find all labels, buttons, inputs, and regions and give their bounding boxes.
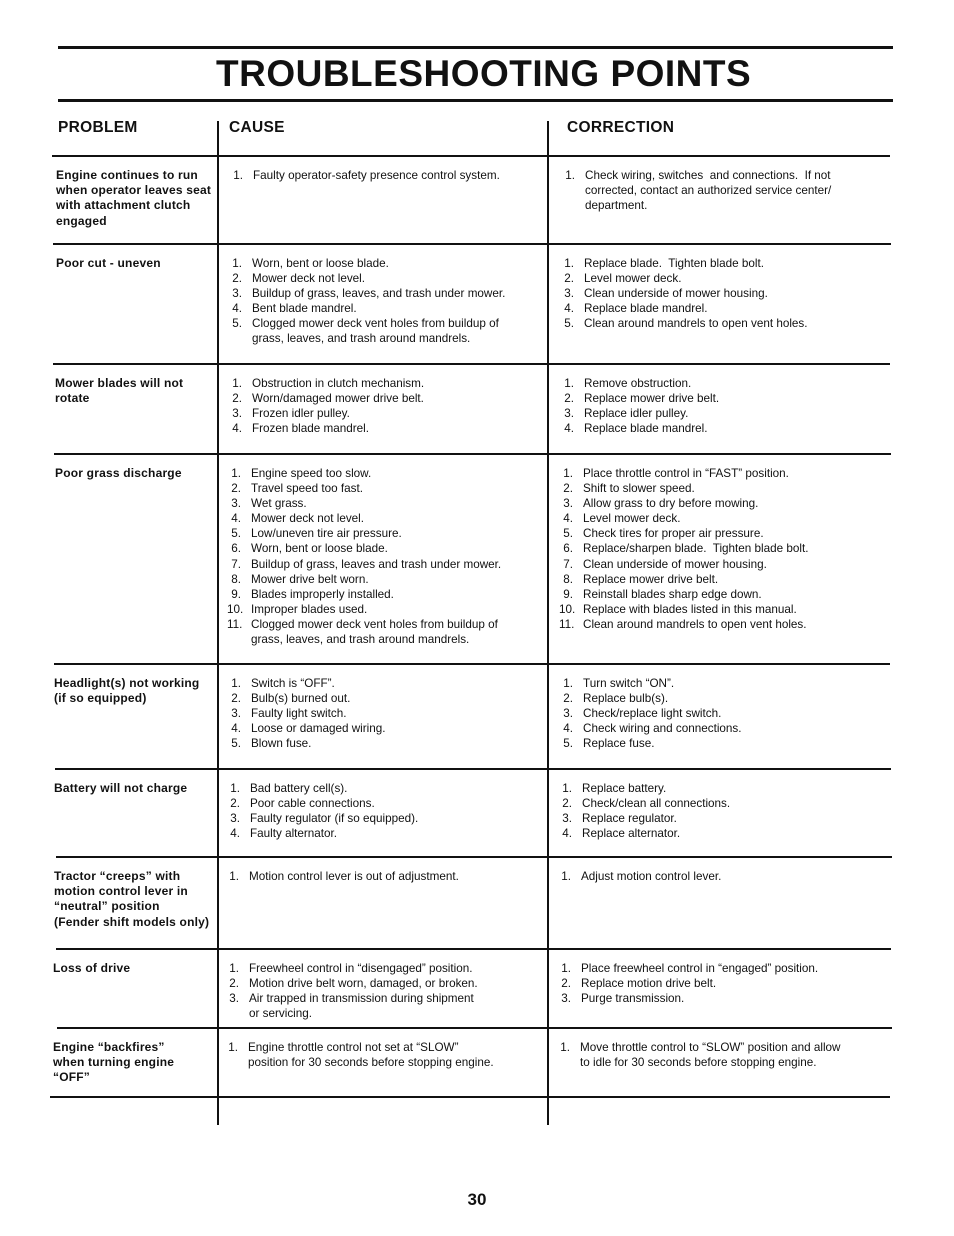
item-text: Replace/sharpen blade. Tighten blade bolt. [583,542,809,556]
item-text: Buildup of grass, leaves and trash under mower. [251,557,502,571]
item-text: Allow grass to dry before mowing. [583,497,759,511]
correction-list [561,168,831,213]
item-text: Purge transmission. [581,992,685,1006]
item-text: Replace blade mandrel. [584,422,708,436]
title-bottom-rule [58,99,893,102]
list-item [227,466,501,481]
problem-text: Tractor “creeps” with motion control lever in “neutral” position (Fender shift models only) [54,869,210,929]
cause-list [226,781,418,841]
list-item [559,676,742,691]
cause-list [228,376,424,436]
item-number: 1 . [560,256,574,271]
item-text: Motion drive belt worn, damaged, or broken. [249,977,478,991]
list-item [224,1040,494,1070]
divider-cause-correction [547,121,549,1125]
list-item [227,572,501,587]
list-item [228,286,505,301]
header-problem: PROBLEM [58,119,138,136]
correction-list [559,466,808,632]
list-item [556,1040,841,1070]
item-text: Place throttle control in “FAST” position. [583,467,789,480]
list-item [560,391,719,406]
list-item [558,781,730,796]
item-number: 2 . [227,481,241,496]
item-text: Worn/damaged mower drive belt. [252,392,424,406]
item-number: 4 . [228,301,242,316]
item-number: 1 . [559,466,573,481]
item-number: 2 . [560,391,574,406]
item-number: 10 . [559,602,573,617]
item-text: Faulty light switch. [251,707,347,721]
item-text: Mower deck not level. [252,272,366,286]
list-item [559,602,808,617]
title-top-rule [58,46,893,49]
list-item [225,991,478,1021]
item-number: 2 . [559,481,573,496]
item-text: Check wiring and connections. [583,722,742,736]
item-text: Bad battery cell(s). [250,782,348,795]
item-number: 4 . [559,511,573,526]
list-item [227,691,386,706]
item-text: Clogged mower deck vent holes from buildup of grass, leaves, and trash around mandrels. [251,617,498,647]
list-item [559,526,808,541]
item-number: 1 . [229,168,243,183]
item-text: Engine speed too slow. [251,467,372,480]
item-number: 9 . [559,587,573,602]
list-item [225,961,478,976]
item-text: Buildup of grass, leaves, and trash under mower. [252,287,506,301]
list-item [228,256,505,271]
item-number: 2 . [228,391,242,406]
list-item [229,168,500,183]
cause-list [229,168,500,183]
item-text: Remove obstruction. [584,377,692,390]
item-number: 1 . [559,676,573,691]
item-number: 2 . [557,976,571,991]
row-separator [52,155,890,157]
row-separator [53,243,891,245]
problem-text: Loss of drive [53,961,131,975]
item-number: 1 . [561,168,575,183]
list-item [227,736,386,751]
problem-text: Headlight(s) not working (if so equipped) [54,676,200,706]
divider-problem-cause [217,121,219,1125]
item-number: 1 . [556,1040,570,1055]
item-text: Check/clean all connections. [582,797,731,811]
list-item [558,796,730,811]
item-text: Improper blades used. [251,602,368,616]
list-item [559,617,808,632]
item-number: 2 . [560,271,574,286]
item-number: 9 . [227,587,241,602]
correction-list [560,376,719,436]
item-number: 3 . [558,811,572,826]
list-item [557,961,818,976]
item-text: Check/replace light switch. [583,707,722,721]
item-number: 2 . [559,691,573,706]
item-text: Faulty alternator. [250,827,338,841]
item-number: 3 . [557,991,571,1006]
item-number: 8 . [559,572,573,587]
list-item [227,676,386,691]
item-number: 10 . [227,602,241,617]
list-item [228,421,424,436]
list-item [227,557,501,572]
item-number: 3 . [227,706,241,721]
item-number: 3 . [559,496,573,511]
item-text: Faulty regulator (if so equipped). [250,812,419,826]
list-item [559,587,808,602]
item-text: Blades improperly installed. [251,587,394,601]
correction-list [556,1040,841,1070]
list-item [228,376,424,391]
item-number: 1 . [228,256,242,271]
item-number: 5 . [227,526,241,541]
item-number: 3 . [225,991,239,1006]
list-item [559,481,808,496]
item-text: Mower deck not level. [251,512,365,526]
item-number: 2 . [226,796,240,811]
item-text: Move throttle control to “SLOW” position and allow to idle for 30 seconds before stopping engine. [580,1041,841,1070]
row-separator [54,453,891,455]
row-separator [53,363,890,365]
cause-list [225,869,459,884]
page-title: TROUBLESHOOTING POINTS [216,53,752,94]
item-text: Poor cable connections. [250,797,375,811]
list-item [557,869,721,884]
item-text: Obstruction in clutch mechanism. [252,377,425,390]
item-text: Bulb(s) burned out. [251,692,351,706]
item-text: Bent blade mandrel. [252,302,357,316]
item-number: 4 . [558,826,572,841]
cause-list [224,1040,494,1070]
item-number: 1 . [225,961,239,976]
item-text: Adjust motion control lever. [581,870,722,883]
item-text: Clogged mower deck vent holes from buildup of grass, leaves, and trash around mandrels. [252,317,499,346]
cause-list [227,676,386,751]
item-number: 3 . [226,811,240,826]
row-separator [57,1027,892,1029]
item-number: 3 . [560,286,574,301]
correction-list [558,781,730,841]
item-text: Replace regulator. [582,812,677,826]
item-text: Motion control lever is out of adjustment. [249,870,459,883]
item-number: 5 . [560,316,574,331]
item-text: Level mower deck. [584,272,682,286]
list-item [228,406,424,421]
item-number: 1 . [557,869,571,884]
item-text: Replace blade. Tighten blade bolt. [584,257,764,270]
item-number: 7 . [559,557,573,572]
item-number: 2 . [227,691,241,706]
cause-list [227,466,501,647]
item-text: Loose or damaged wiring. [251,722,386,736]
problem-text: Battery will not charge [54,781,188,795]
item-number: 5 . [228,316,242,331]
item-text: Blown fuse. [251,737,312,751]
item-number: 1 . [227,676,241,691]
list-item [227,526,501,541]
item-text: Travel speed too fast. [251,482,363,496]
item-number: 1 . [226,781,240,796]
item-text: Clean underside of mower housing. [583,557,767,571]
item-number: 3 . [560,406,574,421]
item-text: Replace bulb(s). [583,692,669,706]
list-item [559,511,808,526]
item-text: Replace motion drive belt. [581,977,717,991]
item-text: Replace blade mandrel. [584,302,708,316]
correction-list [557,961,818,1006]
list-item [227,721,386,736]
problem-text: Engine “backfires” when turning engine “OFF” [53,1040,175,1085]
item-text: Check tires for proper air pressure. [583,527,764,541]
item-number: 7 . [227,557,241,572]
item-number: 11 . [227,617,241,632]
item-text: Replace fuse. [583,737,655,751]
list-item [227,541,501,556]
list-item [559,466,808,481]
item-number: 1 . [228,376,242,391]
item-text: Clean underside of mower housing. [584,287,768,301]
list-item [226,811,418,826]
item-text: Low/uneven tire air pressure. [251,527,402,541]
list-item [558,811,730,826]
item-text: Worn, bent or loose blade. [251,542,388,556]
list-item [226,826,418,841]
item-number: 4 . [559,721,573,736]
item-text: Level mower deck. [583,512,681,526]
item-text: Mower drive belt worn. [251,572,369,586]
list-item [228,271,505,286]
list-item [227,587,501,602]
item-number: 1 . [224,1040,238,1055]
correction-list [560,256,808,331]
item-text: Check wiring, switches and connections. If not corrected, contact an authorized service center/ department. [585,169,832,213]
list-item [227,511,501,526]
item-text: Wet grass. [251,497,307,511]
list-item [557,976,818,991]
list-item [561,168,831,213]
item-number: 3 . [559,706,573,721]
cause-list [225,961,478,1021]
item-number: 4 . [560,421,574,436]
list-item [560,301,808,316]
item-number: 3 . [228,406,242,421]
correction-list [557,869,721,884]
page-number: 30 [467,1190,487,1209]
item-number: 11 . [559,617,573,632]
item-number: 6 . [227,541,241,556]
item-number: 1 . [558,781,572,796]
list-item [228,316,505,346]
list-item [560,256,808,271]
list-item [559,557,808,572]
list-item [560,316,808,331]
item-text: Freewheel control in “disengaged” position. [249,962,473,975]
list-item [559,721,742,736]
list-item [560,376,719,391]
row-separator [54,663,890,665]
list-item [560,421,719,436]
list-item [227,617,501,647]
list-item [559,691,742,706]
list-item [558,826,730,841]
item-number: 1 . [557,961,571,976]
item-number: 4 . [560,301,574,316]
item-text: Replace alternator. [582,827,681,841]
item-text: Air trapped in transmission during shipment or servicing. [249,992,474,1021]
item-text: Shift to slower speed. [583,482,695,496]
list-item [227,602,501,617]
item-text: Replace with blades listed in this manual. [583,602,797,616]
row-separator [55,768,891,770]
problem-text: Mower blades will not rotate [55,376,184,406]
list-item [560,406,719,421]
item-number: 2 . [558,796,572,811]
item-number: 5 . [559,526,573,541]
list-item [225,976,478,991]
item-number: 3 . [228,286,242,301]
item-number: 4 . [227,511,241,526]
item-text: Faulty operator-safety presence control system. [253,169,500,182]
item-number: 2 . [228,271,242,286]
item-text: Reinstall blades sharp edge down. [583,587,762,601]
item-number: 8 . [227,572,241,587]
item-text: Clean around mandrels to open vent holes. [584,317,808,331]
item-number: 4 . [226,826,240,841]
problem-text: Poor cut - uneven [56,256,161,270]
list-item [559,541,808,556]
item-text: Engine throttle control not set at “SLOW” position for 30 seconds before stopping engine. [248,1041,494,1070]
list-item [557,991,818,1006]
item-number: 4 . [227,721,241,736]
list-item [227,496,501,511]
header-correction: CORRECTION [567,119,675,136]
item-text: Frozen idler pulley. [252,407,350,421]
item-text: Switch is “OFF”. [251,677,335,690]
item-number: 5 . [227,736,241,751]
item-number: 1 . [560,376,574,391]
problem-text: Poor grass discharge [55,466,182,480]
item-text: Place freewheel control in “engaged” position. [581,962,819,975]
list-item [227,481,501,496]
correction-list [559,676,742,751]
item-text: Frozen blade mandrel. [252,422,369,436]
table-bottom-rule [50,1096,890,1098]
list-item [559,496,808,511]
list-item [225,869,459,884]
list-item [559,572,808,587]
list-item [226,781,418,796]
row-separator [56,856,892,858]
list-item [228,301,505,316]
item-number: 1 . [225,869,239,884]
item-number: 3 . [227,496,241,511]
list-item [560,271,808,286]
cause-list [228,256,505,347]
list-item [226,796,418,811]
item-text: Replace idler pulley. [584,407,689,421]
item-number: 4 . [228,421,242,436]
row-separator [56,948,891,950]
item-number: 5 . [559,736,573,751]
list-item [559,706,742,721]
item-text: Replace battery. [582,782,667,795]
list-item [228,391,424,406]
item-text: Turn switch “ON”. [583,677,675,690]
item-number: 6 . [559,541,573,556]
list-item [227,706,386,721]
item-number: 2 . [225,976,239,991]
list-item [559,736,742,751]
item-text: Replace mower drive belt. [583,572,719,586]
header-cause: CAUSE [229,119,285,136]
problem-text: Engine continues to run when operator leaves seat with attachment clutch engaged [56,168,212,228]
item-text: Replace mower drive belt. [584,392,720,406]
item-number: 1 . [227,466,241,481]
item-text: Worn, bent or loose blade. [252,257,389,270]
list-item [560,286,808,301]
item-text: Clean around mandrels to open vent holes. [583,617,807,631]
